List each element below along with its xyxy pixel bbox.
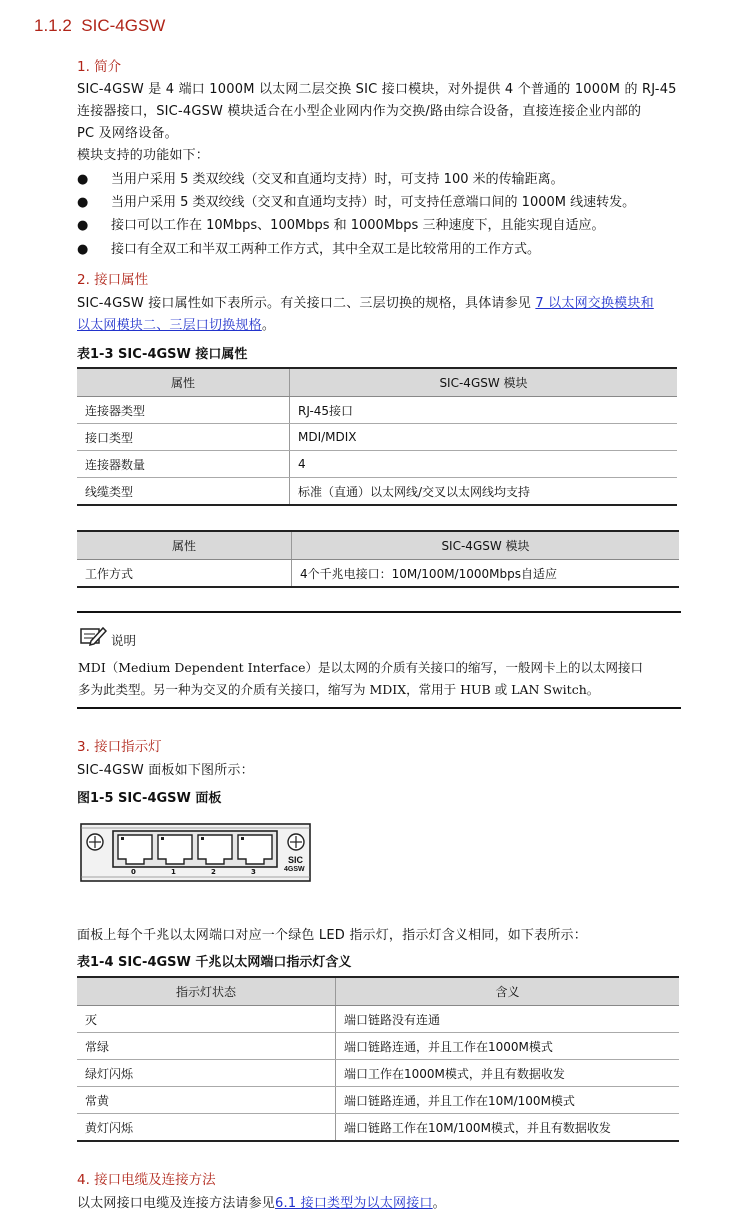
panel-brand-model: 4GSW bbox=[284, 866, 305, 873]
table-cell: RJ-45接口 bbox=[290, 397, 678, 424]
intro-paragraph bbox=[77, 79, 687, 145]
table-cell: 端口链路连通，并且工作在1000M模式 bbox=[336, 1033, 680, 1060]
spec-link-continued[interactable]: 以太网模块二、三层口切换规格 bbox=[77, 318, 262, 333]
column-header: 含义 bbox=[336, 977, 680, 1006]
table-row bbox=[77, 1087, 679, 1114]
table-header-row bbox=[77, 368, 677, 397]
led-intro: 面板上每个千兆以太网端口对应一个绿色 LED 指示灯，指示灯含义相同，如下表所示： bbox=[77, 928, 587, 943]
table-cell: 端口链路连通，并且工作在10M/100M模式 bbox=[336, 1087, 680, 1114]
bullet-dot: ● bbox=[77, 242, 89, 257]
intro-line: 连接器接口，SIC-4GSW 模块适合在小型企业网内作为交换/路由综合设备，直接连接企业内部的 bbox=[77, 104, 642, 119]
table-cell: 标准（直通）以太网线/交叉以太网线均支持 bbox=[290, 478, 678, 506]
table-cell: 连接器数量 bbox=[77, 451, 290, 478]
table-cell: 常黄 bbox=[77, 1087, 336, 1114]
note-box bbox=[77, 611, 681, 709]
panel-intro: SIC-4GSW 面板如下图所示： bbox=[77, 763, 254, 778]
table-caption: 表1-3 SIC-4GSW 接口属性 bbox=[77, 347, 248, 362]
panel-brand-sic: SIC bbox=[288, 855, 304, 865]
work-mode-table bbox=[77, 530, 679, 588]
table-cell: 绿灯闪烁 bbox=[77, 1060, 336, 1087]
note-pencil-icon bbox=[79, 625, 107, 651]
table-cell: 连接器类型 bbox=[77, 397, 290, 424]
led-status-table bbox=[77, 976, 679, 1142]
table-row bbox=[77, 424, 677, 451]
note-line: 多为此类型。另一种为交叉的介质有关接口，缩写为 MDIX，常用于 HUB 或 LAN Switch。 bbox=[78, 682, 600, 697]
attrs-text-end: 。 bbox=[261, 318, 276, 333]
section-title bbox=[34, 16, 165, 36]
figure-caption: 图1-5 SIC-4GSW 面板 bbox=[77, 791, 222, 806]
table-cell: 4 bbox=[290, 451, 678, 478]
note-line: MDI（Medium Dependent Interface）是以太网的介质有关接口的缩写，一般网卡上的以太网接口 bbox=[78, 660, 644, 675]
note-text bbox=[78, 657, 643, 701]
bullet-dot: ● bbox=[77, 195, 89, 210]
bullet-text: 接口有全双工和半双工两种工作方式，其中全双工是比较常用的工作方式。 bbox=[111, 242, 541, 257]
ethernet-interface-link[interactable]: 6.1 接口类型为以太网接口 bbox=[275, 1196, 433, 1211]
intro-heading: 1. 简介 bbox=[77, 59, 122, 75]
port-label-1: 1 bbox=[171, 868, 176, 876]
table-row bbox=[77, 1033, 679, 1060]
table-row bbox=[77, 1114, 679, 1142]
bullet-text: 当用户采用 5 类双绞线（交叉和直通均支持）时，可支持任意端口间的 1000M 线速转发。 bbox=[111, 195, 636, 210]
attrs-paragraph bbox=[77, 293, 687, 337]
column-header: 属性 bbox=[77, 531, 292, 560]
attrs-text: SIC-4GSW 接口属性如下表所示。有关接口二、三层切换的规格，具体请参见 bbox=[77, 296, 536, 311]
indicator-heading: 3. 接口指示灯 bbox=[77, 739, 162, 755]
table-row bbox=[77, 397, 677, 424]
column-header: SIC-4GSW 模块 bbox=[292, 531, 680, 560]
table-cell: 端口链路工作在10M/100M模式，并且有数据收发 bbox=[336, 1114, 680, 1142]
table-row bbox=[77, 1006, 679, 1033]
cable-text: 以太网接口电缆及连接方法请参见 bbox=[77, 1196, 276, 1211]
table-cell: MDI/MDIX bbox=[290, 424, 678, 451]
panel-drawing bbox=[80, 822, 312, 884]
table-cell: 线缆类型 bbox=[77, 478, 290, 506]
feature-bullet bbox=[77, 239, 677, 261]
column-header: SIC-4GSW 模块 bbox=[290, 368, 678, 397]
section-number: 1.1.2 bbox=[34, 16, 72, 35]
interface-attributes-table bbox=[77, 367, 677, 506]
port-label-2: 2 bbox=[211, 868, 216, 876]
port-label-0: 0 bbox=[131, 868, 136, 876]
table-cell: 4个千兆电接口：10M/100M/1000Mbps自适应 bbox=[292, 560, 680, 588]
note-label: 说明 bbox=[111, 633, 137, 648]
table-cell: 端口工作在1000M模式，并且有数据收发 bbox=[336, 1060, 680, 1087]
table-header-row bbox=[77, 531, 679, 560]
intro-line: PC 及网络设备。 bbox=[77, 126, 178, 141]
table-cell: 灭 bbox=[77, 1006, 336, 1033]
table-caption: 表1-4 SIC-4GSW 千兆以太网端口指示灯含义 bbox=[77, 955, 352, 970]
table-cell: 黄灯闪烁 bbox=[77, 1114, 336, 1142]
table-cell: 端口链路没有连通 bbox=[336, 1006, 680, 1033]
sic-4gsw-panel-figure bbox=[80, 822, 312, 888]
section-name: SIC-4GSW bbox=[81, 16, 166, 35]
feature-bullet bbox=[77, 215, 677, 237]
intro-line: SIC-4GSW 是 4 端口 1000M 以太网二层交换 SIC 接口模块，对外提供 4 个普通的 1000M 的 RJ-45 bbox=[77, 82, 677, 97]
cable-paragraph bbox=[77, 1193, 446, 1215]
table-row bbox=[77, 1060, 679, 1087]
table-cell: 常绿 bbox=[77, 1033, 336, 1060]
bullet-dot: ● bbox=[77, 218, 89, 233]
table-cell: 工作方式 bbox=[77, 560, 292, 588]
bullet-text: 当用户采用 5 类双绞线（交叉和直通均支持）时，可支持 100 米的传输距离。 bbox=[111, 172, 564, 187]
table-row bbox=[77, 478, 677, 506]
cable-heading: 4. 接口电缆及连接方法 bbox=[77, 1172, 216, 1188]
column-header: 指示灯状态 bbox=[77, 977, 336, 1006]
bullet-text: 接口可以工作在 10Mbps、100Mbps 和 1000Mbps 三种速度下，且能实现自适应。 bbox=[111, 218, 605, 233]
cable-text-end: 。 bbox=[432, 1196, 446, 1211]
bullet-dot: ● bbox=[77, 172, 89, 187]
feature-bullet bbox=[77, 192, 677, 214]
attrs-heading: 2. 接口属性 bbox=[77, 272, 149, 288]
table-row bbox=[77, 560, 679, 588]
port-label-3: 3 bbox=[251, 868, 256, 876]
feature-bullet bbox=[77, 169, 677, 191]
table-row bbox=[77, 451, 677, 478]
table-cell: 接口类型 bbox=[77, 424, 290, 451]
features-intro: 模块支持的功能如下： bbox=[77, 148, 210, 163]
column-header: 属性 bbox=[77, 368, 290, 397]
table-header-row bbox=[77, 977, 679, 1006]
spec-link[interactable]: 7 以太网交换模块和 bbox=[535, 296, 654, 311]
